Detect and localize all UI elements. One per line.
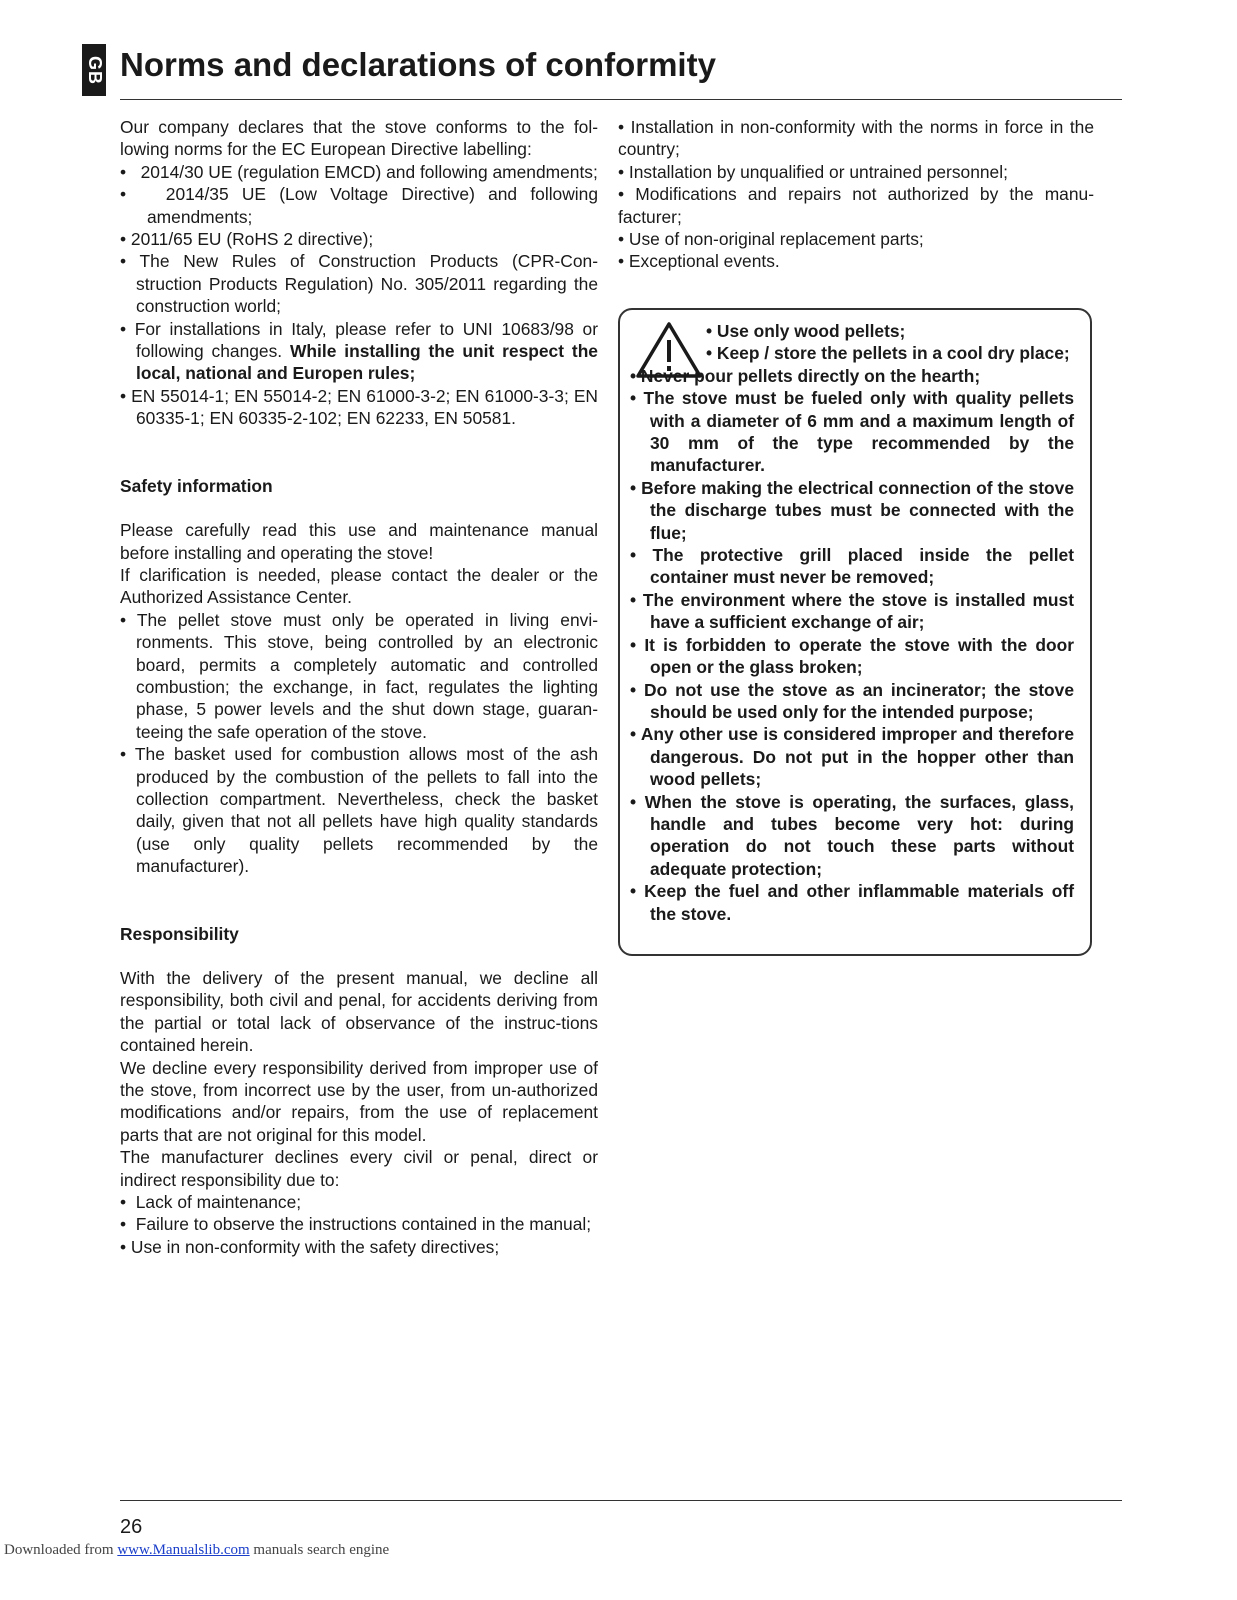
norms-list-cont [120, 228, 598, 430]
responsibility-para: We decline every responsibility derived from improper use of the stove, from incorrect use by the user, from un-authorized modifications and/or repairs, from the use of replacement parts that are not original for this model. [120, 1057, 598, 1145]
warning-item: • Keep the fuel and other inflammable materials off the stove. [630, 881, 1075, 924]
warning-item: • Never pour pellets directly on the hearth; [630, 365, 981, 386]
warning-list [630, 320, 1074, 925]
left-column [120, 116, 598, 1258]
warning-item: • Use only wood pellets; [706, 321, 906, 341]
responsibility-item: • Lack of maintenance; [120, 1192, 302, 1213]
page-number: 26 [120, 1516, 143, 1538]
norms-item-en: • EN 55014-1; EN 55014-2; EN 61000-3-2; EN 61000-3-3; EN 60335-1; EN 60335-2-102; EN 62233, EN 50581. [120, 385, 598, 429]
language-code: GB [84, 55, 105, 85]
norms-item-italy: • For installations in Italy, please refer to UNI 10683/98 or following changes. While installing the unit respect the local, national and Europen rules; [120, 318, 598, 384]
title-divider [120, 99, 1122, 100]
norms-item: • 2014/35 UE (Low Voltage Directive) and following amendments; [120, 184, 598, 227]
safety-para: Please carefully read this use and maintenance manual before installing and operating the stove! [120, 520, 598, 563]
responsibility-item: • Exceptional events. [618, 251, 780, 272]
responsibility-para: The manufacturer declines every civil or penal, direct or indirect responsibility due to: [120, 1147, 598, 1190]
responsibility-item: • Modifications and repairs not authorized by the manu-facturer; [618, 184, 1094, 227]
responsibility-list-cont [618, 116, 1094, 273]
warning-item: • The stove must be fueled only with quality pellets with a diameter of 6 mm and a maximum length of 30 mm of the type recommended by the manufacturer. [630, 388, 1074, 476]
responsibility-item: • Installation in non-conformity with the norms in force in the country; [618, 117, 1094, 160]
safety-para: If clarification is needed, please contact the dealer or the Authorized Assistance Center. [120, 564, 598, 608]
warning-item: • Keep / store the pellets in a cool dry place; [706, 343, 1070, 364]
warning-item: • Any other use is considered improper and therefore dangerous. Do not put in the hopper other than wood pellets; [630, 724, 1074, 790]
responsibility-item: • Use of non-original replacement parts; [618, 229, 924, 250]
warning-item: • It is forbidden to operate the stove with the door open or the glass broken; [630, 634, 1074, 678]
language-tab [82, 44, 106, 96]
safety-heading: Safety information [120, 475, 273, 496]
warning-item: • When the stove is operating, the surfaces, glass, handle and tubes become very hot: during operation do not touch these parts without adequate protection; [630, 791, 1074, 879]
page-title: Norms and declarations of conformity [120, 46, 716, 83]
safety-item: • The basket used for combustion allows most of the ash produced by the combustion of the pellets to fall into the collection compartment. Nevertheless, check the basket daily, given that not all pellets have high quality standards (use only quality pellets recommended by the manufacturer). [120, 744, 599, 877]
responsibility-item: • Failure to observe the instructions contained in the manual; [120, 1214, 592, 1235]
warning-item: • Before making the electrical connection of the stove the discharge tubes must be connected with the flue; [630, 477, 1074, 543]
warning-box [618, 308, 1092, 956]
footer-prefix: Downloaded from [4, 1542, 118, 1558]
warning-item: • The protective grill placed inside the pellet container must never be removed; [630, 545, 1075, 588]
footer-suffix: manuals search engine [249, 1542, 390, 1558]
safety-item: • The pellet stove must only be operated in living envi-ronments. This stove, being controlled by an electronic board, permits a completely automatic and controlled combustion; the exchange, in fact, regulates the lighting phase, 5 power levels and the shut down stage, guaran-teeing the safe operation of the stove. [120, 609, 598, 742]
manualslib-link[interactable]: www.Manualslib.com [117, 1542, 250, 1558]
norms-item: • 2011/65 EU (RoHS 2 directive); [120, 229, 374, 250]
norms-intro: Our company declares that the stove conforms to the fol-lowing norms for the EC European Directive labelling: [120, 117, 598, 160]
download-footer [4, 1542, 389, 1559]
responsibility-para: With the delivery of the present manual, we decline all responsibility, both civil and penal, for accidents deriving from the partial or total lack of observance of the instruc-tions contained herein. [120, 968, 598, 1056]
safety-list [120, 609, 598, 878]
norms-item: • 2014/30 UE (regulation EMCD) and following amendments; [120, 161, 598, 182]
norms-list [120, 161, 598, 228]
responsibility-list [120, 1191, 598, 1258]
right-column [618, 116, 1094, 273]
responsibility-item: • Installation by unqualified or untrained personnel; [618, 161, 1008, 182]
footer-divider [120, 1500, 1122, 1501]
responsibility-item: • Use in non-conformity with the safety directives; [120, 1236, 500, 1257]
norms-item: • The New Rules of Construction Products (CPR-Con-struction Products Regulation) No. 305/2011 regarding the construction world; [120, 251, 598, 317]
warning-item: • The environment where the stove is installed must have a sufficient exchange of air; [630, 589, 1074, 633]
warning-item: • Do not use the stove as an incinerator; the stove should be used only for the intended purpose; [630, 679, 1074, 722]
responsibility-heading: Responsibility [120, 923, 239, 944]
